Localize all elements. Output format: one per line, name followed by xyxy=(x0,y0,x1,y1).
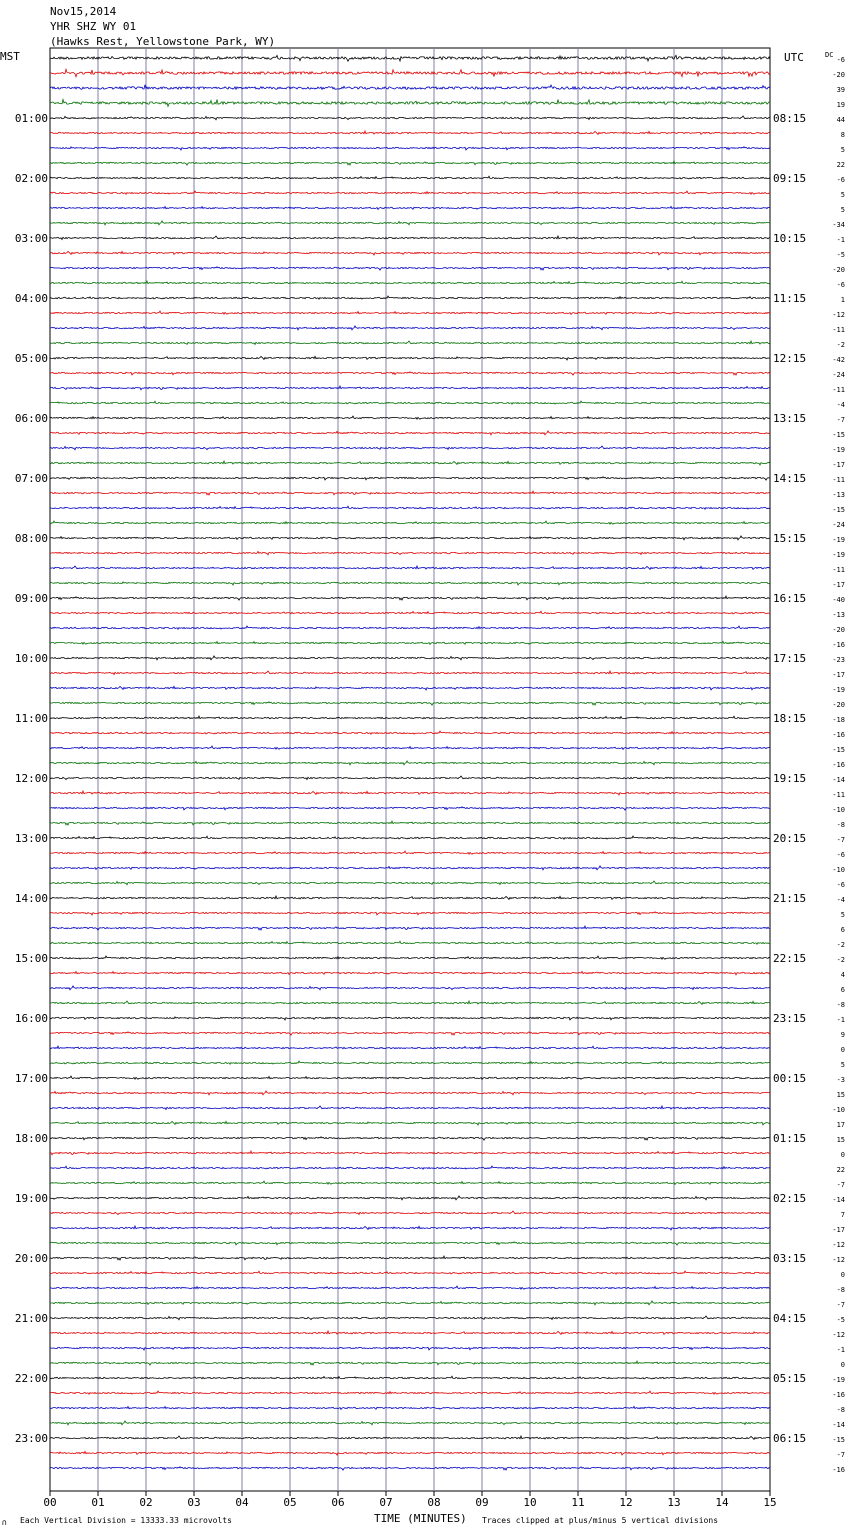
seismic-trace xyxy=(50,1331,770,1334)
hour-label-left: 06:00 xyxy=(14,412,48,425)
dc-offset-label: -7 xyxy=(836,416,845,424)
seismic-trace xyxy=(50,866,770,870)
corner-mark: ∩ xyxy=(2,1518,7,1527)
seismic-trace xyxy=(50,431,770,435)
dc-offset-label: -11 xyxy=(832,566,845,574)
dc-offset-label: -2 xyxy=(836,941,845,949)
hour-label-left: 08:00 xyxy=(14,532,48,545)
hour-label-left: 20:00 xyxy=(14,1252,48,1265)
x-tick-label: 01 xyxy=(91,1496,105,1509)
hour-label-right: 11:15 xyxy=(773,292,807,305)
x-tick-label: 11 xyxy=(571,1496,585,1509)
seismic-trace xyxy=(50,626,770,629)
dc-offset-label: -16 xyxy=(832,761,845,769)
dc-offset-label: 6 xyxy=(840,926,845,934)
dc-offset-label: -6 xyxy=(836,881,845,889)
dc-offset-label: -19 xyxy=(832,1376,845,1384)
seismic-trace xyxy=(50,1391,770,1394)
seismic-trace xyxy=(50,671,770,675)
seismic-trace xyxy=(50,446,770,450)
seismic-trace xyxy=(50,881,770,885)
dc-offset-label: 39 xyxy=(836,86,845,94)
hour-label-right: 20:15 xyxy=(773,832,807,845)
dc-offset-label: 6 xyxy=(840,986,845,994)
seismic-trace xyxy=(50,582,770,585)
seismic-trace xyxy=(50,506,770,509)
dc-offset-label: -20 xyxy=(832,701,845,709)
dc-offset-label: -17 xyxy=(832,1226,845,1234)
seismic-trace xyxy=(50,416,770,419)
dc-offset-label: -19 xyxy=(832,686,845,694)
hour-label-right: 22:15 xyxy=(773,952,807,965)
seismic-trace xyxy=(50,912,770,915)
dc-offset-label: -17 xyxy=(832,581,845,589)
seismic-trace xyxy=(50,791,770,795)
x-tick-label: 00 xyxy=(43,1496,57,1509)
hour-label-right: 08:15 xyxy=(773,112,807,125)
x-tick-label: 15 xyxy=(763,1496,777,1509)
dc-offset-label: -19 xyxy=(832,551,845,559)
dc-offset-label: -1 xyxy=(836,1346,845,1354)
seismic-trace xyxy=(50,1017,770,1020)
dc-offset-label: 0 xyxy=(840,1271,845,1279)
seismic-trace xyxy=(50,807,770,810)
hour-label-left: 03:00 xyxy=(14,232,48,245)
seismic-trace xyxy=(50,401,770,404)
seismic-trace xyxy=(50,461,770,465)
footer-scale-note: Each Vertical Division = 13333.33 microvolts xyxy=(20,1516,232,1525)
seismic-trace xyxy=(50,1032,770,1035)
seismic-trace xyxy=(50,176,770,179)
hour-label-left: 04:00 xyxy=(14,292,48,305)
dc-offset-label: 5 xyxy=(840,206,845,214)
hour-label-right: 13:15 xyxy=(773,412,807,425)
dc-offset-label: 7 xyxy=(840,1211,845,1219)
seismic-trace xyxy=(50,551,770,554)
x-tick-label: 02 xyxy=(139,1496,153,1509)
dc-offset-label: 5 xyxy=(840,146,845,154)
x-tick-label: 07 xyxy=(379,1496,393,1509)
dc-offset-label: -4 xyxy=(836,401,845,409)
x-tick-label: 04 xyxy=(235,1496,249,1509)
dc-offset-label: -17 xyxy=(832,461,845,469)
dc-offset-label: -6 xyxy=(836,176,845,184)
dc-offset-label: -14 xyxy=(832,1196,845,1204)
dc-offset-label: 5 xyxy=(840,911,845,919)
seismic-trace xyxy=(50,851,770,854)
dc-offset-label: -1 xyxy=(836,236,845,244)
seismic-trace xyxy=(50,731,770,734)
seismic-trace xyxy=(50,1376,770,1379)
dc-offset-label: -6 xyxy=(836,851,845,859)
seismic-trace xyxy=(50,69,770,76)
seismic-trace xyxy=(50,372,770,375)
seismic-trace xyxy=(50,1076,770,1079)
dc-offset-label: -5 xyxy=(836,1316,845,1324)
dc-offset-label: 9 xyxy=(840,1031,845,1039)
dc-offset-label: 15 xyxy=(836,1136,845,1144)
hour-label-right: 18:15 xyxy=(773,712,807,725)
seismic-trace xyxy=(50,161,770,165)
hour-label-left: 10:00 xyxy=(14,652,48,665)
hour-label-right: 15:15 xyxy=(773,532,807,545)
dc-offset-label: -8 xyxy=(836,1406,845,1414)
dc-offset-label: -15 xyxy=(832,1436,845,1444)
seismic-trace xyxy=(50,1137,770,1140)
seismic-trace xyxy=(50,491,770,495)
seismic-trace xyxy=(50,596,770,600)
seismic-trace xyxy=(50,1061,770,1064)
seismic-trace xyxy=(50,1361,770,1365)
dc-offset-label: -10 xyxy=(832,806,845,814)
dc-offset-label: 5 xyxy=(840,191,845,199)
dc-offset-label: 15 xyxy=(836,1091,845,1099)
dc-offset-label: -2 xyxy=(836,956,845,964)
right-axis-label: UTC xyxy=(784,51,804,64)
seismic-trace xyxy=(50,1256,770,1260)
station-name: YHR SHZ WY 01 xyxy=(50,20,137,33)
seismic-trace xyxy=(50,1151,770,1155)
x-tick-label: 05 xyxy=(283,1496,297,1509)
hour-label-right: 17:15 xyxy=(773,652,807,665)
seismic-trace xyxy=(50,641,770,644)
hour-label-right: 00:15 xyxy=(773,1072,807,1085)
dc-offset-label: 0 xyxy=(840,1046,845,1054)
dc-offset-label: -23 xyxy=(832,656,845,664)
seismic-trace xyxy=(50,1421,770,1425)
hour-label-left: 01:00 xyxy=(14,112,48,125)
seismic-trace xyxy=(50,131,770,134)
dc-offset-label: 22 xyxy=(836,161,845,169)
dc-offset-label: -12 xyxy=(832,1331,845,1339)
left-axis-label: MST xyxy=(0,50,20,63)
seismic-trace xyxy=(50,821,770,825)
seismic-trace xyxy=(50,716,770,719)
seismic-trace xyxy=(50,776,770,780)
dc-offset-label: -17 xyxy=(832,671,845,679)
dc-offset-label: -34 xyxy=(832,221,845,229)
dc-offset-label: 8 xyxy=(840,131,845,139)
hour-label-right: 12:15 xyxy=(773,352,807,365)
seismic-trace xyxy=(50,611,770,614)
dc-offset-label: 19 xyxy=(836,101,845,109)
seismic-trace xyxy=(50,746,770,749)
seismic-trace xyxy=(50,1286,770,1289)
dc-offset-label: -8 xyxy=(836,1286,845,1294)
hour-label-left: 05:00 xyxy=(14,352,48,365)
hour-label-right: 06:15 xyxy=(773,1432,807,1445)
seismic-trace xyxy=(50,147,770,150)
dc-offset-label: -16 xyxy=(832,731,845,739)
hour-label-left: 22:00 xyxy=(14,1372,48,1385)
hour-label-right: 23:15 xyxy=(773,1012,807,1025)
seismic-trace xyxy=(50,296,770,299)
seismic-trace xyxy=(50,55,770,61)
seismic-trace xyxy=(50,1226,770,1230)
seismic-trace xyxy=(50,971,770,974)
seismic-trace xyxy=(50,521,770,524)
dc-offset-label: 22 xyxy=(836,1166,845,1174)
dc-offset-label: -11 xyxy=(832,476,845,484)
hour-label-left: 09:00 xyxy=(14,592,48,605)
trace-group xyxy=(50,55,770,1470)
hour-label-right: 09:15 xyxy=(773,172,807,185)
dc-offset-label: -24 xyxy=(832,521,845,529)
x-tick-label: 06 xyxy=(331,1496,345,1509)
dc-offset-label: -5 xyxy=(836,251,845,259)
dc-offset-label: -16 xyxy=(832,1391,845,1399)
seismic-trace xyxy=(50,656,770,660)
hour-label-left: 11:00 xyxy=(14,712,48,725)
dc-offset-label: -16 xyxy=(832,1466,845,1474)
dc-offset-label: -7 xyxy=(836,836,845,844)
dc-offset-label: -6 xyxy=(836,281,845,289)
dc-offset-label: 44 xyxy=(836,116,845,124)
dc-offset-label: -11 xyxy=(832,386,845,394)
hour-label-right: 21:15 xyxy=(773,892,807,905)
seismic-trace xyxy=(50,836,770,839)
seismic-trace xyxy=(50,191,770,194)
x-tick-label: 12 xyxy=(619,1496,633,1509)
dc-offset-label: 1 xyxy=(840,296,845,304)
dc-offset-label: -2 xyxy=(836,341,845,349)
hour-label-left: 18:00 xyxy=(14,1132,48,1145)
dc-offset-label: -1 xyxy=(836,1016,845,1024)
dc-offset-label: -8 xyxy=(836,1001,845,1009)
hour-label-right: 14:15 xyxy=(773,472,807,485)
seismic-trace xyxy=(50,1301,770,1305)
seismic-trace xyxy=(50,1001,770,1004)
seismic-trace xyxy=(50,267,770,270)
dc-offset-label: -16 xyxy=(832,641,845,649)
hour-label-left: 15:00 xyxy=(14,952,48,965)
dc-offset-label: 0 xyxy=(840,1151,845,1159)
seismic-trace xyxy=(50,1271,770,1274)
dc-offset-label: -12 xyxy=(832,1256,845,1264)
dc-offset-label: -7 xyxy=(836,1451,845,1459)
hour-label-left: 23:00 xyxy=(14,1432,48,1445)
seismic-trace xyxy=(50,116,770,120)
station-location: (Hawks Rest, Yellowstone Park, WY) xyxy=(50,35,276,48)
x-tick-label: 08 xyxy=(427,1496,441,1509)
hour-label-left: 19:00 xyxy=(14,1192,48,1205)
seismic-trace xyxy=(50,85,770,90)
x-tick-label: 09 xyxy=(475,1496,489,1509)
dc-offset-label: -10 xyxy=(832,866,845,874)
seismic-trace xyxy=(50,99,770,106)
dc-offset-label: -42 xyxy=(832,356,845,364)
seismic-trace xyxy=(50,281,770,284)
dc-offset-label: 5 xyxy=(840,1061,845,1069)
x-axis-title: TIME (MINUTES) xyxy=(374,1512,467,1525)
seismic-trace xyxy=(50,1166,770,1169)
seismic-trace xyxy=(50,1181,770,1184)
dc-offset-label: -14 xyxy=(832,1421,845,1429)
hour-label-right: 01:15 xyxy=(773,1132,807,1145)
x-tick-label: 10 xyxy=(523,1496,537,1509)
hour-label-left: 12:00 xyxy=(14,772,48,785)
seismic-trace xyxy=(50,1347,770,1350)
seismic-trace xyxy=(50,941,770,944)
hour-label-left: 07:00 xyxy=(14,472,48,485)
hour-label-left: 16:00 xyxy=(14,1012,48,1025)
seismic-trace xyxy=(50,686,770,690)
hour-label-left: 13:00 xyxy=(14,832,48,845)
seismic-trace xyxy=(50,761,770,765)
seismic-trace xyxy=(50,956,770,959)
dc-offset-label: -19 xyxy=(832,536,845,544)
seismic-trace xyxy=(50,1467,770,1470)
seismic-trace xyxy=(50,536,770,540)
seismic-trace xyxy=(50,566,770,569)
dc-offset-label: 0 xyxy=(840,1361,845,1369)
seismic-trace xyxy=(50,1046,770,1049)
seismic-trace xyxy=(50,986,770,990)
hour-label-right: 10:15 xyxy=(773,232,807,245)
seismic-trace xyxy=(50,926,770,930)
seismic-trace xyxy=(50,1196,770,1200)
seismic-trace xyxy=(50,356,770,360)
hour-label-right: 03:15 xyxy=(773,1252,807,1265)
hour-label-right: 19:15 xyxy=(773,772,807,785)
dc-offset-label: -12 xyxy=(832,311,845,319)
dc-offset-label: -13 xyxy=(832,611,845,619)
hour-label-right: 05:15 xyxy=(773,1372,807,1385)
seismic-trace xyxy=(50,477,770,480)
seismic-trace xyxy=(50,311,770,314)
seismic-trace xyxy=(50,386,770,390)
dc-offset-label: 4 xyxy=(840,971,845,979)
seismic-trace xyxy=(50,702,770,705)
seismic-trace xyxy=(50,1436,770,1439)
hour-label-left: 21:00 xyxy=(14,1312,48,1325)
dc-offset-label: -18 xyxy=(832,716,845,724)
seismic-trace xyxy=(50,1091,770,1095)
dc-offset-label: -6 xyxy=(836,56,845,64)
hour-label-right: 02:15 xyxy=(773,1192,807,1205)
hour-label-left: 02:00 xyxy=(14,172,48,185)
dc-offset-label: -15 xyxy=(832,746,845,754)
seismic-trace xyxy=(50,1242,770,1245)
seismic-trace xyxy=(50,221,770,225)
dc-offset-label: -20 xyxy=(832,71,845,79)
hour-label-right: 04:15 xyxy=(773,1312,807,1325)
seismic-trace xyxy=(50,1106,770,1110)
plot-frame xyxy=(50,48,770,1491)
seismic-trace xyxy=(50,236,770,240)
dc-offset-label: 17 xyxy=(836,1121,845,1129)
dc-offset-label: -14 xyxy=(832,776,845,784)
seismic-trace xyxy=(50,1316,770,1320)
seismic-trace xyxy=(50,1121,770,1125)
dc-offset-label: -13 xyxy=(832,491,845,499)
dc-offset-label: -20 xyxy=(832,626,845,634)
dc-offset-label: -3 xyxy=(836,1076,845,1084)
seismic-trace xyxy=(50,896,770,899)
dc-offset-label: -11 xyxy=(832,326,845,334)
dc-offset-label: -24 xyxy=(832,371,845,379)
dc-offset-label: -12 xyxy=(832,1241,845,1249)
dc-offset-label: -15 xyxy=(832,431,845,439)
dc-offset-label: -10 xyxy=(832,1106,845,1114)
dc-offset-label: -19 xyxy=(832,446,845,454)
seismic-trace xyxy=(50,206,770,209)
hour-label-left: 14:00 xyxy=(14,892,48,905)
dc-offset-label: -7 xyxy=(836,1181,845,1189)
dc-offset-label: -20 xyxy=(832,266,845,274)
plot-date: Nov15,2014 xyxy=(50,5,117,18)
dc-offset-label: -15 xyxy=(832,506,845,514)
seismic-trace xyxy=(50,251,770,255)
seismic-trace xyxy=(50,326,770,330)
dc-offset-label: -8 xyxy=(836,821,845,829)
x-tick-label: 03 xyxy=(187,1496,201,1509)
dc-offset-label: -40 xyxy=(832,596,845,604)
seismic-trace xyxy=(50,341,770,345)
x-tick-label: 13 xyxy=(667,1496,681,1509)
seismic-trace xyxy=(50,1211,770,1215)
dc-offset-label: -4 xyxy=(836,896,845,904)
hour-label-right: 16:15 xyxy=(773,592,807,605)
seismic-trace xyxy=(50,1406,770,1409)
dc-offset-label: -11 xyxy=(832,791,845,799)
footer-clip-note: Traces clipped at plus/minus 5 vertical divisions xyxy=(482,1516,719,1525)
label-group xyxy=(15,56,845,1509)
seismic-trace xyxy=(50,1451,770,1455)
x-tick-label: 14 xyxy=(715,1496,729,1509)
dc-label: DC xyxy=(825,51,834,59)
dc-offset-label: -7 xyxy=(836,1301,845,1309)
plot-grid xyxy=(50,48,770,1491)
hour-label-left: 17:00 xyxy=(14,1072,48,1085)
